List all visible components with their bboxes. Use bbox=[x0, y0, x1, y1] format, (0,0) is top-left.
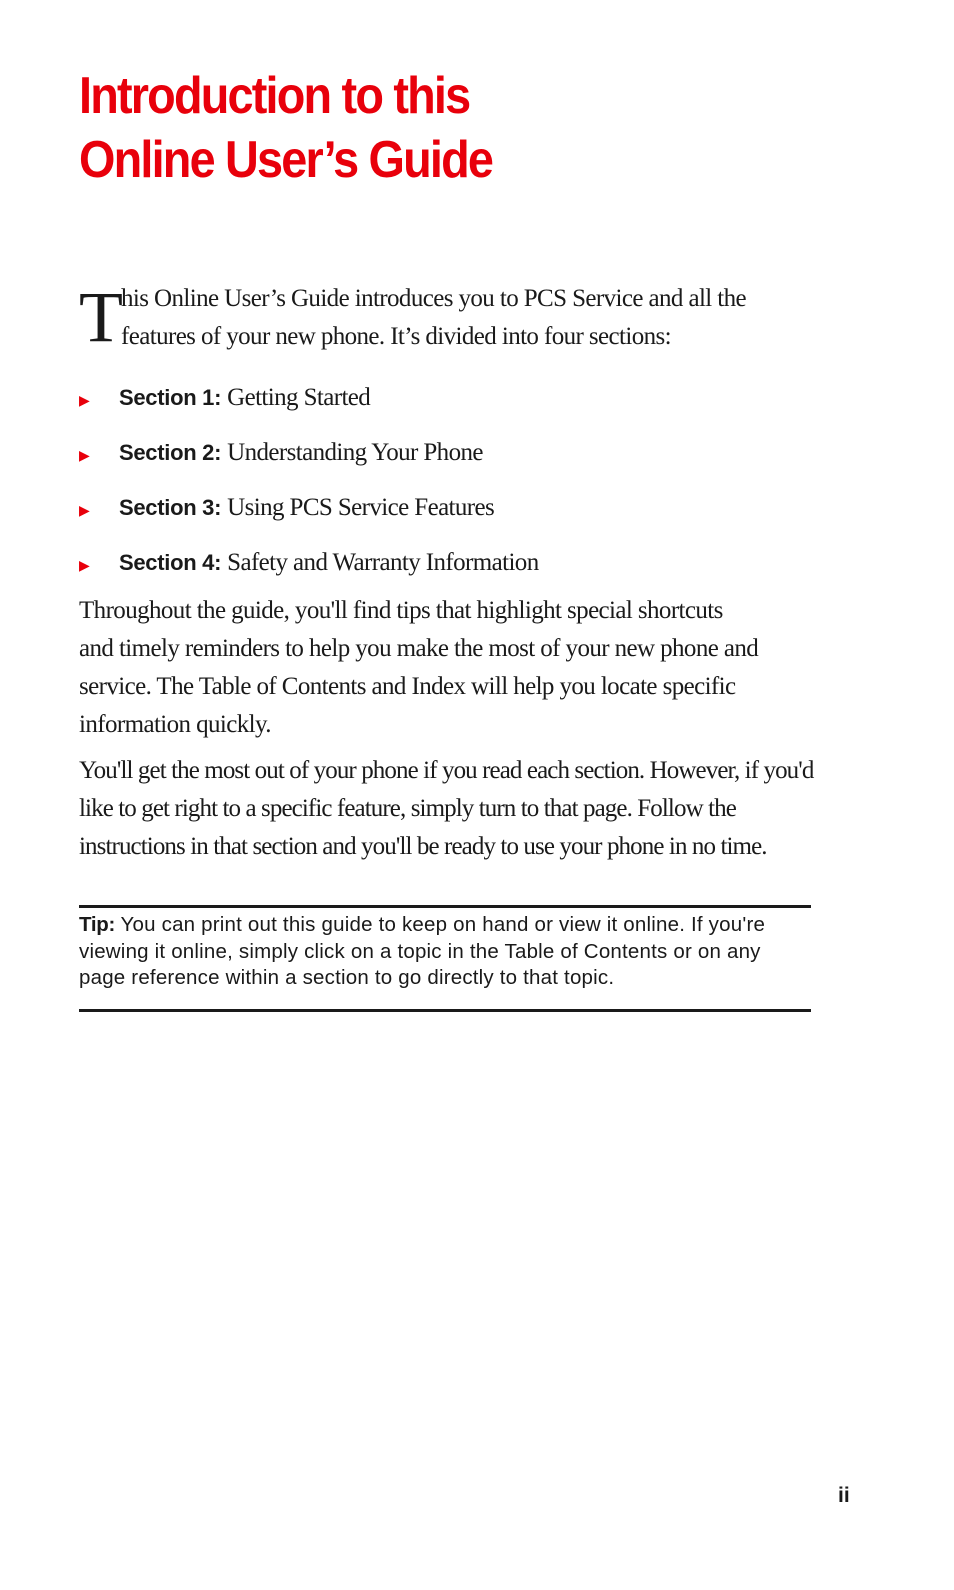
paragraph-line: and timely reminders to help you make the most of your new phone and bbox=[79, 635, 759, 662]
intro-line-2: features of your new phone. It’s divided into four sections: bbox=[121, 323, 671, 350]
bullet-arrow-icon: ▶ bbox=[79, 447, 90, 464]
paragraph-line: service. The Table of Contents and Index will help you locate specific bbox=[79, 673, 736, 700]
section-title: Safety and Warranty Information bbox=[227, 548, 539, 576]
tip-line-1 bbox=[79, 912, 819, 939]
page-number: ii bbox=[838, 1484, 850, 1507]
tip-top-rule bbox=[79, 905, 811, 908]
tip-text-1: You can print out this guide to keep on hand or view it online. If you're bbox=[115, 913, 766, 936]
section-list-item-1 bbox=[79, 370, 539, 425]
body-paragraph-usage bbox=[79, 752, 839, 866]
intro-paragraph bbox=[79, 277, 799, 360]
paragraph-line: You'll get the most out of your phone if you read each section. However, if you'd bbox=[79, 757, 814, 784]
section-label: Section 2: bbox=[119, 439, 222, 465]
paragraph-line: like to get right to a specific feature, simply turn to that page. Follow the bbox=[79, 795, 736, 822]
section-list-item-4 bbox=[79, 535, 539, 590]
bullet-arrow-icon: ▶ bbox=[79, 392, 90, 409]
intro-line-1: his Online User’s Guide introduces you to PCS Service and all the bbox=[121, 285, 747, 312]
tip-label: Tip: bbox=[79, 913, 115, 936]
section-label: Section 1: bbox=[119, 384, 222, 410]
paragraph-line: Throughout the guide, you'll find tips that highlight special shortcuts bbox=[79, 597, 723, 624]
paragraph-line: information quickly. bbox=[79, 711, 271, 738]
tip-box bbox=[79, 912, 819, 992]
drop-cap: T bbox=[79, 277, 123, 357]
section-title: Understanding Your Phone bbox=[227, 438, 483, 466]
section-title: Getting Started bbox=[227, 383, 371, 411]
bullet-arrow-icon: ▶ bbox=[79, 557, 90, 574]
intro-text bbox=[121, 280, 801, 356]
section-list-item-2 bbox=[79, 425, 539, 480]
title-line-1: Introduction to this bbox=[79, 67, 470, 125]
section-title: Using PCS Service Features bbox=[227, 493, 495, 521]
title-line-2: Online User’s Guide bbox=[79, 131, 493, 189]
section-list-item-3 bbox=[79, 480, 539, 535]
bullet-arrow-icon: ▶ bbox=[79, 502, 90, 519]
tip-bottom-rule bbox=[79, 1009, 811, 1012]
section-list bbox=[79, 370, 539, 590]
body-paragraph-tips bbox=[79, 592, 839, 744]
paragraph-line: instructions in that section and you'll be ready to use your phone in no time. bbox=[79, 833, 767, 860]
section-label: Section 3: bbox=[119, 494, 222, 520]
tip-line-3: page reference within a section to go directly to that topic. bbox=[79, 966, 615, 989]
tip-line-2: viewing it online, simply click on a topic in the Table of Contents or on any bbox=[79, 939, 761, 963]
section-label: Section 4: bbox=[119, 549, 222, 575]
page-title bbox=[79, 64, 492, 192]
